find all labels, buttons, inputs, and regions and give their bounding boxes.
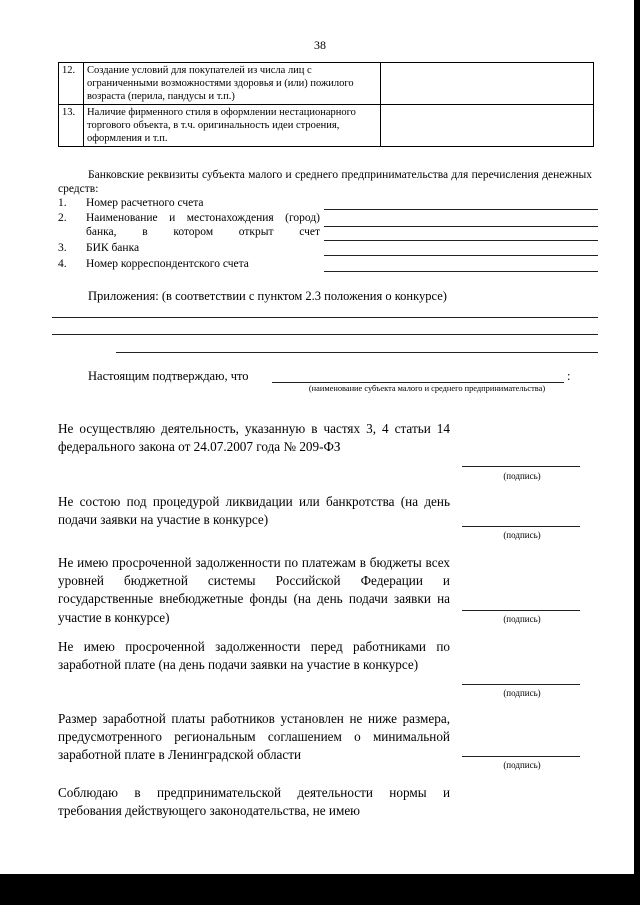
- signature-caption: (подпись): [503, 471, 541, 481]
- signature-line[interactable]: [462, 684, 580, 685]
- signature-line[interactable]: [462, 526, 580, 527]
- criteria-table: [58, 62, 594, 147]
- row-number: 13.: [59, 105, 84, 147]
- page-number: 38: [314, 38, 326, 52]
- attachments-line[interactable]: [52, 334, 598, 335]
- table-row: [59, 63, 594, 105]
- company-name-caption: (наименование субъекта малого и среднего предпринимательства): [308, 384, 546, 393]
- confirm-colon: :: [567, 369, 571, 383]
- row-number: 12.: [59, 63, 84, 105]
- bank-item-label: БИК банка: [86, 242, 140, 254]
- declaration-text: Размер заработной платы работников установлен не ниже размера, предусмотренного региональным соглашением о минимальной заработной плате в Ленинградской области: [58, 711, 450, 763]
- attachments-line[interactable]: [116, 352, 598, 353]
- attachments-label: Приложения: (в соответствии с пунктом 2.3 положения о конкурсе): [88, 289, 447, 303]
- bank-intro: Банковские реквизиты субъекта малого и среднего предпринимательства для перечисления денежных средств:: [58, 169, 592, 195]
- row-score-cell[interactable]: [381, 63, 594, 105]
- bik-line[interactable]: [324, 255, 598, 256]
- bank-item-label: Номер корреспондентского счета: [86, 258, 249, 270]
- signature-caption: (подпись): [503, 688, 541, 698]
- row-score-cell[interactable]: [381, 105, 594, 147]
- declaration-text: Не имею просроченной задолженности по платежам в бюджеты всех уровней бюджетной системы Российской Федерации и государственные внебюджетные фонды (на день подачи заявки на участие в конкурсе): [58, 555, 450, 625]
- declaration-text: Соблюдаю в предпринимательской деятельности нормы и требования действующего законодательства, не имею: [58, 785, 450, 819]
- signature-caption: (подпись): [503, 760, 541, 770]
- attachments-line[interactable]: [52, 317, 598, 318]
- table-row: [59, 105, 594, 147]
- row-criterion: Наличие фирменного стиля в оформлении нестационарного торгового объекта, в т.ч. оригинальность идеи строения, оформления и т.п.: [84, 105, 381, 147]
- signature-caption: (подпись): [503, 614, 541, 624]
- signature-caption: (подпись): [503, 530, 541, 540]
- bank-item-num: 2.: [58, 212, 67, 224]
- signature-line[interactable]: [462, 756, 580, 757]
- bank-item-num: 4.: [58, 258, 67, 270]
- declaration-text: Не состою под процедурой ликвидации или банкротства (на день подачи заявки на участие в конкурсе): [58, 494, 450, 528]
- confirm-label: Настоящим подтверждаю, что: [88, 369, 249, 383]
- company-name-line[interactable]: [272, 382, 564, 383]
- bank-item-num: 3.: [58, 242, 67, 254]
- account-number-line[interactable]: [324, 209, 598, 210]
- bank-city-line[interactable]: [324, 240, 598, 241]
- bank-name-line[interactable]: [324, 226, 598, 227]
- signature-line[interactable]: [462, 610, 580, 611]
- correspondent-account-line[interactable]: [324, 271, 598, 272]
- bank-item-num: 1.: [58, 197, 67, 209]
- declaration-text: Не осуществляю деятельность, указанную в частях 3, 4 статьи 14 федерального закона от 24.07.2007 года № 209-ФЗ: [58, 421, 450, 455]
- row-criterion: Создание условий для покупателей из числа лиц с ограниченными возможностями здоровья и (или) пожилого возраста (перила, пандусы и т.п.): [84, 63, 381, 105]
- scan-edge: [634, 0, 640, 874]
- declaration-text: Не имею просроченной задолженности перед работниками по заработной плате (на день подачи заявки на участие в конкурсе): [58, 639, 450, 673]
- scan-edge: [0, 874, 640, 905]
- bank-item-label: Наименование и местонахождения (город) банка, в котором открыт счет: [86, 212, 320, 238]
- bank-item-label: Номер расчетного счета: [86, 197, 204, 209]
- signature-line[interactable]: [462, 466, 580, 467]
